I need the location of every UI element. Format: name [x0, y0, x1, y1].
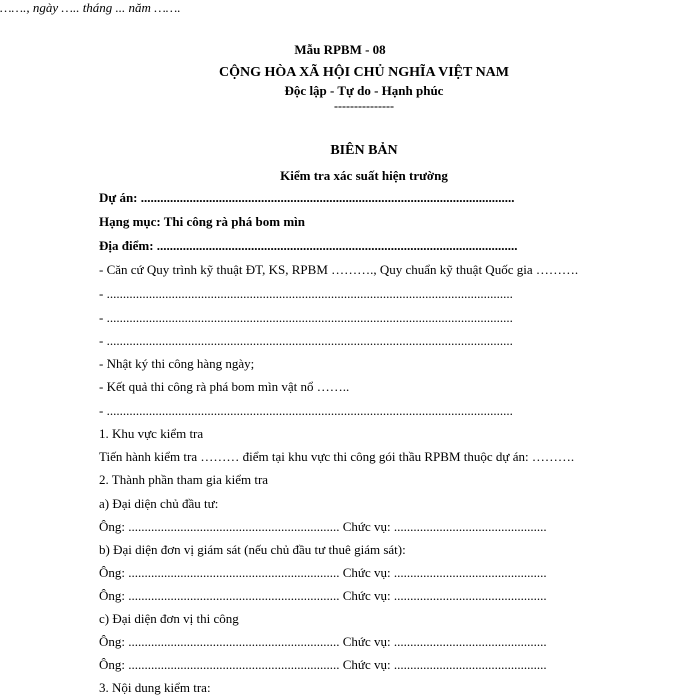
body-line: Ông: ................................................................. Chức vụ: ...............................................: [99, 657, 547, 672]
body-line: c) Đại diện đơn vị thi công: [99, 611, 239, 626]
body-line: - .............................................................................................................................: [99, 333, 513, 348]
body-line: - Kết quả thi công rà phá bom mìn vật nổ ……..: [99, 379, 350, 394]
body-line: b) Đại diện đơn vị giám sát (nếu chủ đầu tư thuê giám sát):: [99, 542, 406, 557]
date-line: ……., ngày ….. tháng ... năm …….: [0, 0, 181, 15]
header-divider: ---------------: [334, 99, 394, 113]
country-name: CỘNG HÒA XÃ HỘI CHỦ NGHĨA VIỆT NAM: [218, 65, 509, 80]
body-line: Ông: ................................................................. Chức vụ: ...............................................: [99, 634, 547, 649]
body-line: Ông: ................................................................. Chức vụ: ...............................................: [99, 519, 547, 534]
body-line: a) Đại diện chủ đầu tư:: [99, 496, 219, 511]
body-line: Hạng mục: Thi công rà phá bom mìn: [99, 214, 305, 229]
document-subtitle: Kiểm tra xác suất hiện trường: [280, 168, 448, 183]
body-line: 3. Nội dung kiểm tra:: [99, 680, 211, 695]
document-title: BIÊN BẢN: [330, 143, 398, 158]
body-line: Ông: ................................................................. Chức vụ: ...............................................: [99, 565, 547, 580]
form-code: Mẫu RPBM - 08: [294, 42, 386, 57]
body-line: - .............................................................................................................................: [99, 286, 513, 301]
body-line: Tiến hành kiểm tra ……… điểm tại khu vực thi công gói thầu RPBM thuộc dự án: ……….: [99, 449, 575, 464]
body-line: - .............................................................................................................................: [99, 403, 513, 418]
national-motto: Độc lập - Tự do - Hạnh phúc: [284, 83, 444, 98]
body-line: 2. Thành phần tham gia kiểm tra: [99, 472, 269, 487]
body-line: - Căn cứ Quy trình kỹ thuật ĐT, KS, RPBM ………., Quy chuẩn kỹ thuật Quốc gia ……….: [99, 262, 579, 277]
body-line: 1. Khu vực kiểm tra: [99, 426, 204, 441]
body-line: - Nhật ký thi công hàng ngày;: [99, 356, 255, 371]
body-line: Dự án: ...................................................................................................................: [99, 190, 515, 205]
body-line: Ông: ................................................................. Chức vụ: ...............................................: [99, 588, 547, 603]
body-line: - .............................................................................................................................: [99, 310, 513, 325]
body-line: Địa điểm: ...............................................................................................................: [99, 238, 518, 253]
